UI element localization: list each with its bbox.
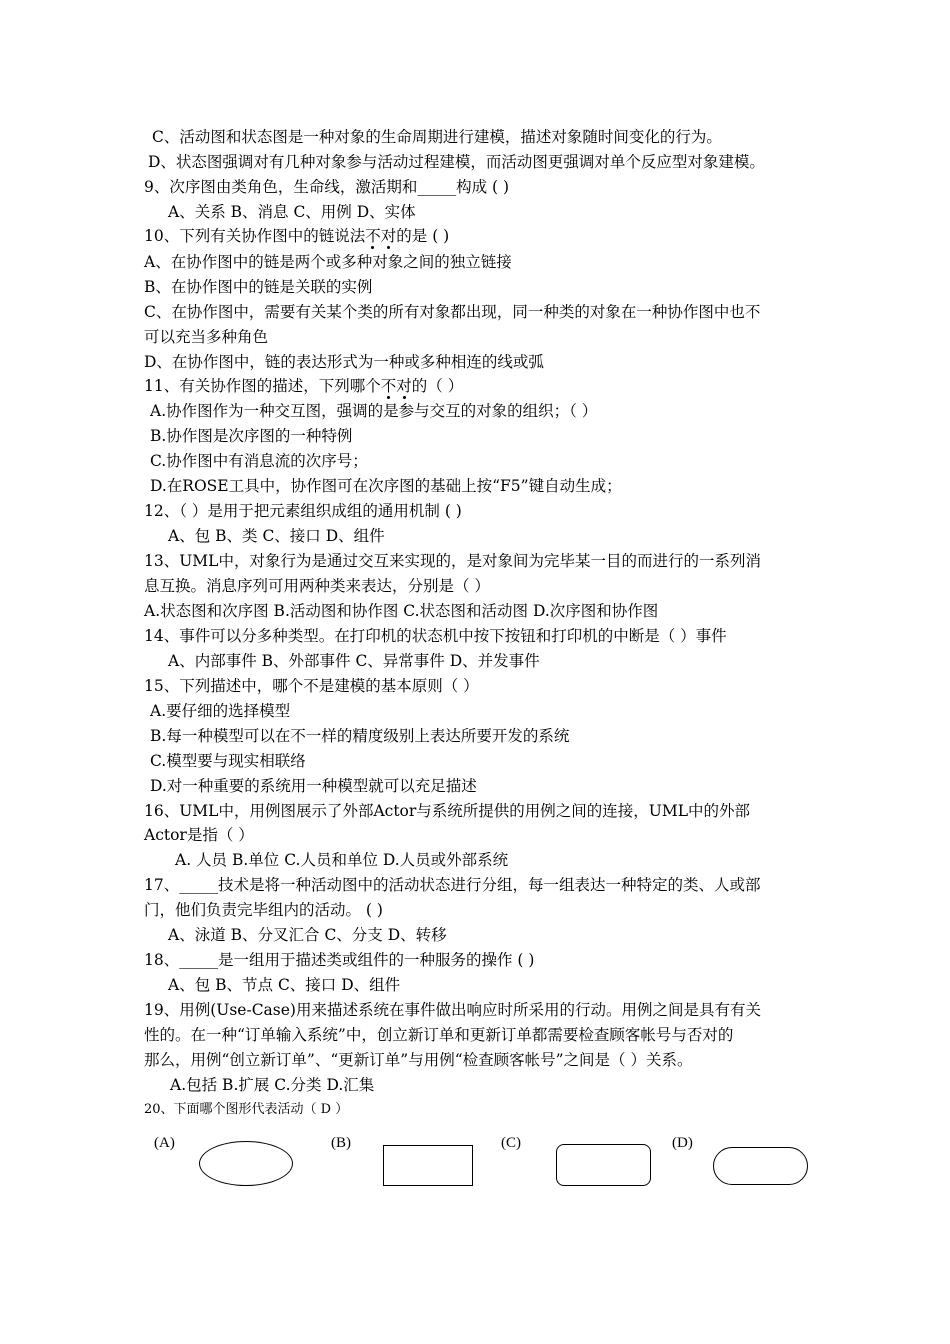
q13-options: A.状态图和次序图 B.活动图和协作图 C.状态图和活动图 D.次序图和协作图	[144, 602, 659, 620]
q10-option-d: D、在协作图中，链的表达形式为一种或多种相连的线或弧	[144, 353, 544, 371]
q10-emphasis-2: 对	[380, 227, 397, 245]
q13-stem-line2: 息互换。消息序列可用两种类来表达，分别是（ ）	[144, 577, 490, 595]
q9-stem: 9、次序图由类角色，生命线，激活期和_____构成 ( )	[144, 178, 510, 196]
q19-options: A.包括 B.扩展 C.分类 D.汇集	[170, 1076, 375, 1094]
q9-options: A、关系 B、消息 C、用例 D、实体	[168, 203, 416, 221]
rounded-rectangle-shape	[556, 1144, 651, 1186]
q17-stem-line1: 17、_____技术是将一种活动图中的活动状态进行分组，每一组表达一种特定的类、人或部	[144, 876, 761, 894]
q18-stem: 18、_____是一组用于描述类或组件的一种服务的操作 ( )	[144, 951, 535, 969]
q11-emphasis-2: 对	[396, 377, 412, 395]
q19-stem-line2: 性的。在一种“订单输入系统”中，创立新订单和更新订单都需要检查顾客帐号与否对的	[144, 1026, 734, 1044]
q10-option-c-line1: C、在协作图中，需要有关某个类的所有对象都出现，同一种类的对象在一种协作图中也不	[144, 303, 761, 321]
q11-stem	[144, 376, 463, 396]
capsule-shape	[713, 1147, 808, 1185]
q17-options: A、泳道 B、分叉汇合 C、分支 D、转移	[168, 926, 447, 944]
q11-emphasis-1: 不	[380, 377, 397, 395]
q16-stem-line2: Actor是指（ ）	[144, 826, 254, 844]
q10-option-c-line2: 可以充当多种角色	[144, 328, 269, 346]
q15-stem: 15、下列描述中，哪个不是建模的基本原则（ ）	[144, 677, 479, 695]
q10-stem-text: 10、下列有关协作图中的链说法	[144, 227, 366, 245]
q17-stem-line2: 门，他们负责完毕组内的活动。 ( )	[144, 901, 383, 919]
q13-stem-line1: 13、UML中，对象行为是通过交互来实现的，是对象间为完毕某一目的而进行的一系列消	[144, 552, 761, 570]
q18-options: A、包 B、节点 C、接口 D、组件	[168, 976, 401, 994]
ellipse-shape	[199, 1141, 293, 1186]
q11-stem-tail: 的（ ）	[411, 377, 464, 395]
q15-option-a: A.要仔细的选择模型	[150, 702, 291, 720]
q8-option-d: D、状态图强调对有几种对象参与活动过程建模，而活动图更强调对单个反应型对象建模。	[148, 153, 765, 171]
q10-option-a: A、在协作图中的链是两个或多种对象之间的独立链接	[144, 253, 512, 271]
q14-stem: 14、事件可以分多种类型。在打印机的状态机中按下按钮和打印机的中断是（ ）事件	[144, 627, 727, 645]
q16-stem-line1: 16、UML中，用例图展示了外部Actor与系统所提供的用例之间的连接，UML中的外部	[144, 802, 751, 820]
q20-stem: 20、下面哪个图形代表活动（ D ）	[144, 1102, 349, 1117]
q19-stem-line1: 19、用例(Use-Case)用来描述系统在事件做出响应时所采用的行动。用例之间是具有有关	[144, 1001, 761, 1019]
q19-stem-line3: 那么，用例“创立新订单”、“更新订单”与用例“检查顾客帐号”之间是（ ）关系。	[144, 1051, 693, 1069]
q20-option-d-label: (D)	[672, 1135, 693, 1151]
q16-options: A. 人员 B.单位 C.人员和单位 D.人员或外部系统	[175, 851, 509, 869]
q11-option-b: B.协作图是次序图的一种特例	[150, 427, 353, 445]
q11-option-c: C.协作图中有消息流的次序号；	[150, 452, 368, 470]
q8-option-c: C、活动图和状态图是一种对象的生命周期进行建模，描述对象随时间变化的行为。	[152, 128, 722, 146]
q15-option-c: C.模型要与现实相联络	[150, 752, 306, 770]
q11-option-a: A.协作图作为一种交互图，强调的是参与交互的对象的组织；（ ）	[150, 402, 598, 420]
q10-stem	[144, 226, 449, 246]
q15-option-b: B.每一种模型可以在不一样的精度级别上表达所要开发的系统	[150, 727, 570, 745]
q15-option-d: D.对一种重要的系统用一种模型就可以充足描述	[150, 777, 477, 795]
q12-options: A、包 B、类 C、接口 D、组件	[168, 527, 385, 545]
q20-option-c-label: (C)	[501, 1135, 521, 1151]
q20-option-a-label: (A)	[154, 1135, 175, 1151]
q20-option-b-label: (B)	[331, 1135, 351, 1151]
q10-emphasis-1: 不	[365, 227, 381, 245]
rectangle-shape	[383, 1145, 473, 1186]
q11-option-d: D.在ROSE工具中，协作图可在次序图的基础上按“F5”键自动生成；	[150, 477, 622, 495]
q10-option-b: B、在协作图中的链是关联的实例	[144, 278, 373, 296]
q12-stem: 12、（ ）是用于把元素组织成组的通用机制 ( )	[144, 502, 462, 520]
q11-stem-text: 11、有关协作图的描述，下列哪个	[144, 377, 381, 395]
q14-options: A、内部事件 B、外部事件 C、异常事件 D、并发事件	[168, 652, 540, 670]
q10-stem-tail: 的是 ( )	[396, 227, 450, 245]
